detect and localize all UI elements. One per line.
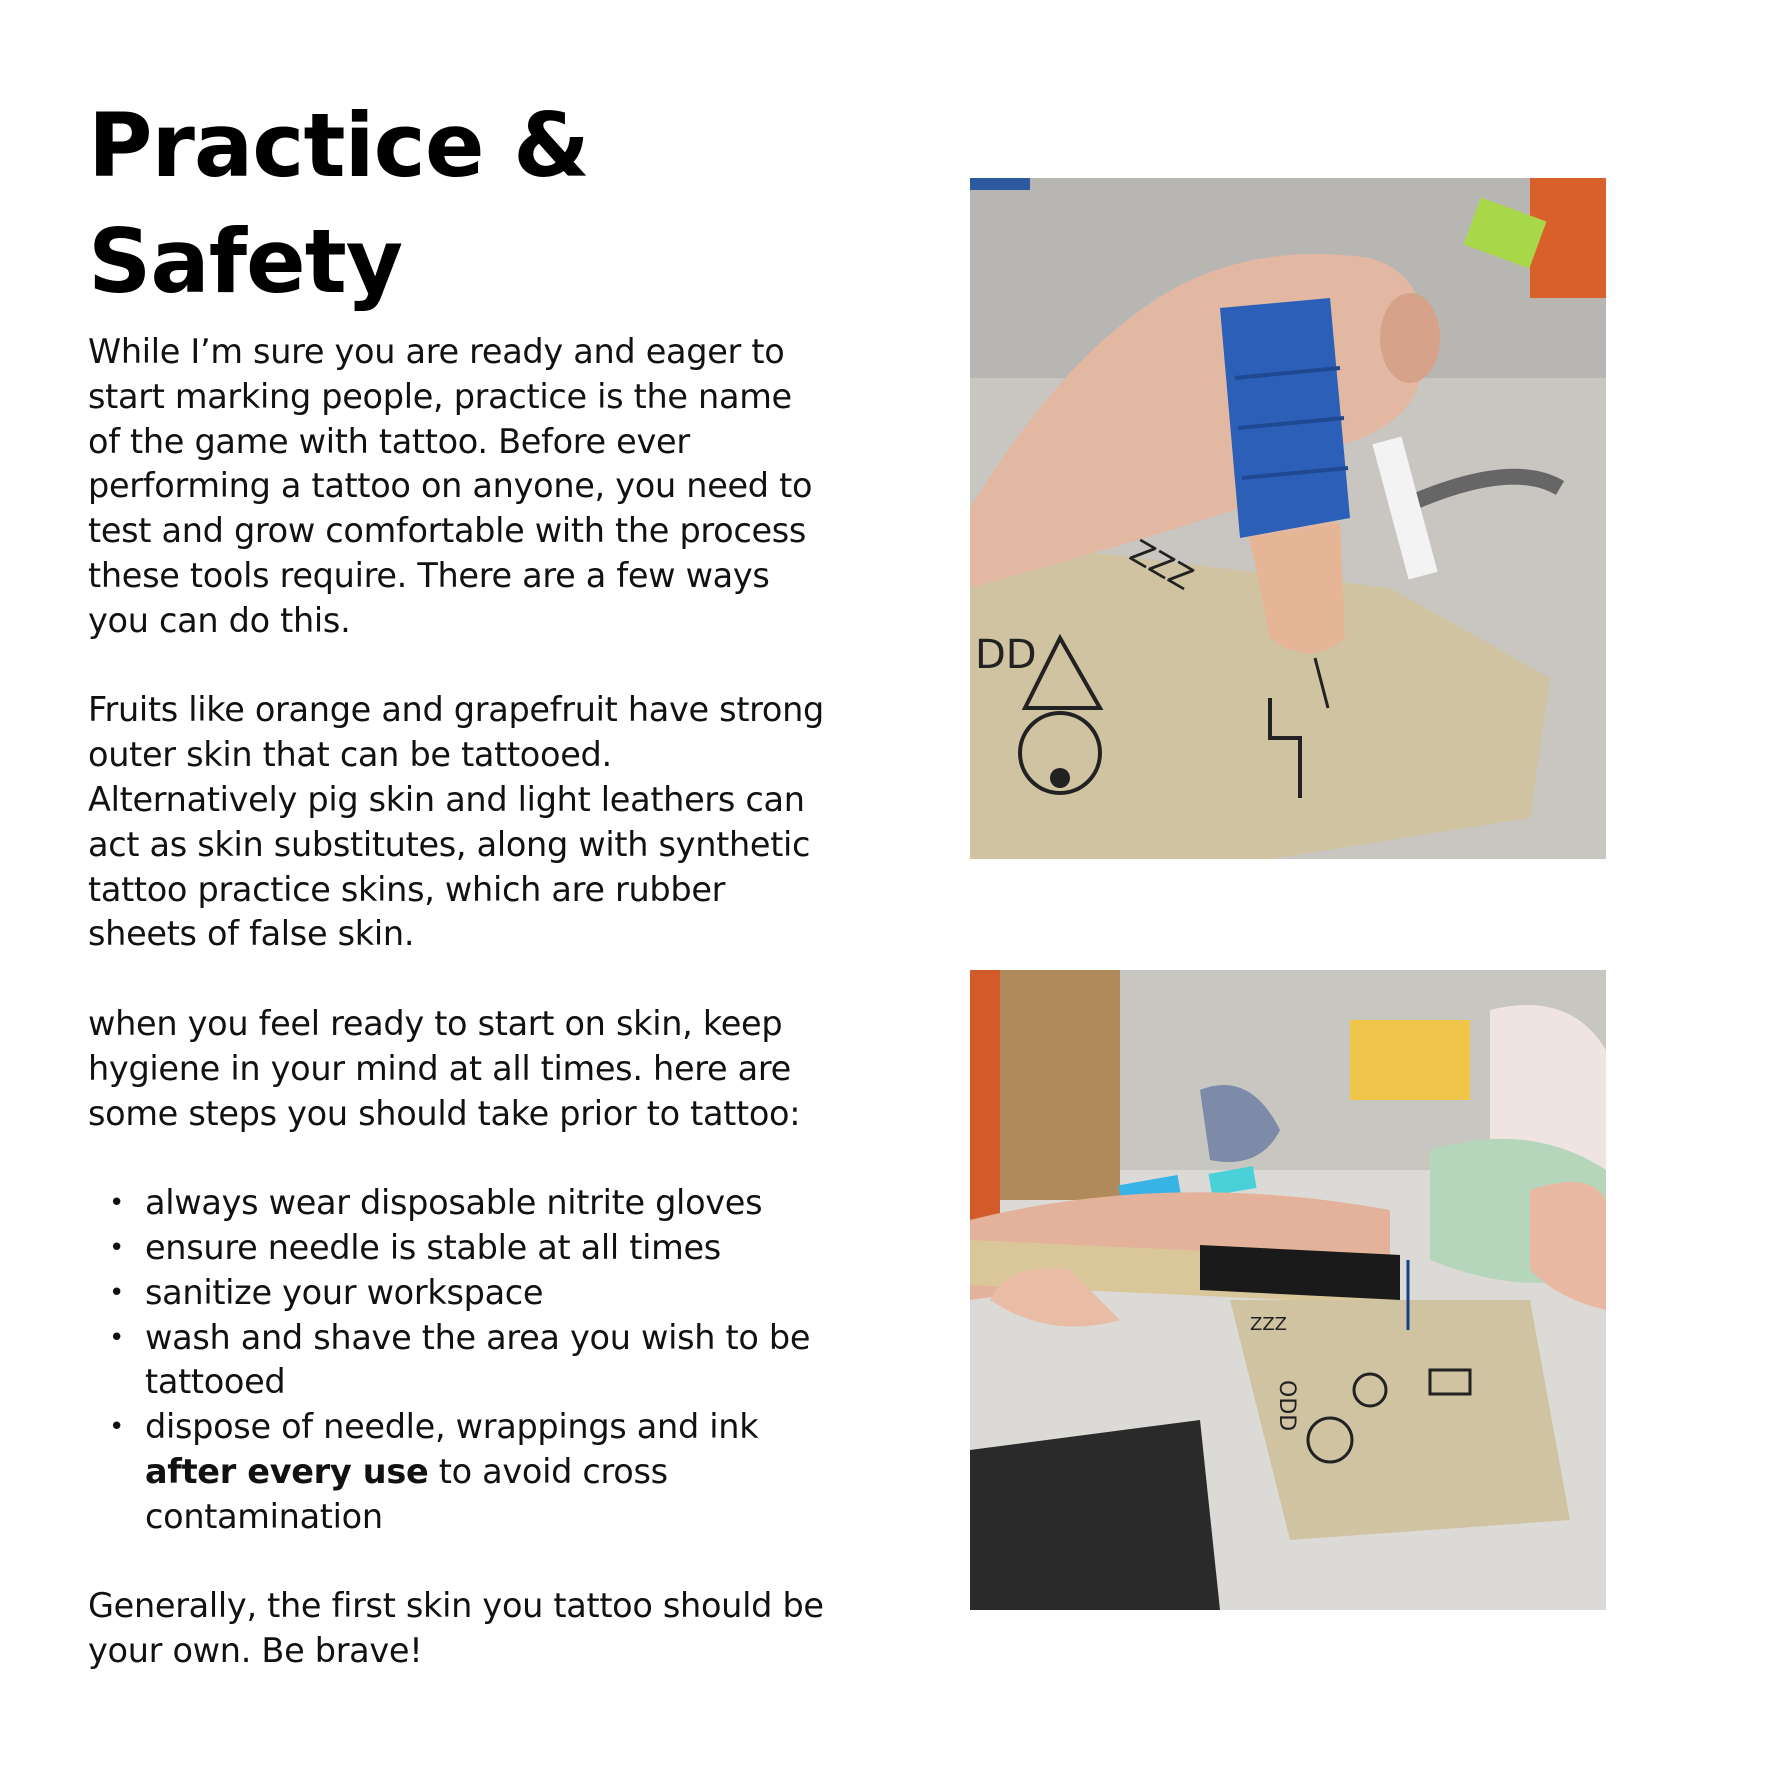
photo-hand-illustration bbox=[970, 178, 1606, 859]
list-item bbox=[88, 1405, 828, 1539]
photo-marking: DD bbox=[975, 632, 1037, 678]
paragraph-practice-materials: Fruits like orange and grapefruit have strong outer skin that can be tattooed. Alternatively pig skin and light leathers can act as skin substitutes, along with synthetic tattoo practice skins, which are rubber sheets of false skin. bbox=[88, 690, 824, 954]
photo-marking: ZZZ bbox=[1123, 532, 1200, 598]
paragraph-gap bbox=[88, 644, 828, 689]
list-item-text: dispose of needle, wrappings and ink bbox=[145, 1407, 759, 1447]
body-text bbox=[88, 330, 828, 1674]
photo-hand-on-practice-skin bbox=[970, 178, 1606, 859]
list-item-text: to avoid cross contamination bbox=[145, 1451, 668, 1536]
title-line-2: Safety bbox=[88, 210, 403, 313]
photo-workbench-illustration bbox=[970, 970, 1606, 1610]
paragraph-closing: Generally, the first skin you tattoo should be your own. Be brave! bbox=[88, 1586, 824, 1671]
list-item: • sanitize your workspace bbox=[88, 1271, 828, 1316]
paragraph-hygiene-intro: when you feel ready to start on skin, keep hygiene in your mind at all times. here are some steps you should take prior to tattoo: bbox=[88, 1003, 801, 1133]
paragraph-intro: While I’m sure you are ready and eager to start marking people, practice is the name of the game with tattoo. Before ever performing a tattoo on anyone, you need to test and grow comfortable with the process these tools require. There are a few ways you can do this. bbox=[88, 332, 813, 640]
list-item: • always wear disposable nitrite gloves bbox=[88, 1181, 828, 1226]
photo-tattooing-practice bbox=[970, 970, 1606, 1610]
emphasis-text: after every use bbox=[145, 1451, 429, 1491]
list-item: • ensure needle is stable at all times bbox=[88, 1226, 828, 1271]
list-item: • wash and shave the area you wish to be tattooed bbox=[88, 1316, 828, 1406]
title-line-1: Practice & bbox=[88, 94, 589, 197]
paragraph-gap bbox=[88, 957, 828, 1002]
photo-marking: ZZZ bbox=[1250, 1314, 1287, 1335]
page-title bbox=[88, 88, 788, 320]
photo-marking: ODD bbox=[1274, 1380, 1299, 1432]
paragraph-gap bbox=[88, 1540, 828, 1585]
hygiene-steps-list bbox=[88, 1181, 828, 1539]
paragraph-gap bbox=[88, 1136, 828, 1181]
